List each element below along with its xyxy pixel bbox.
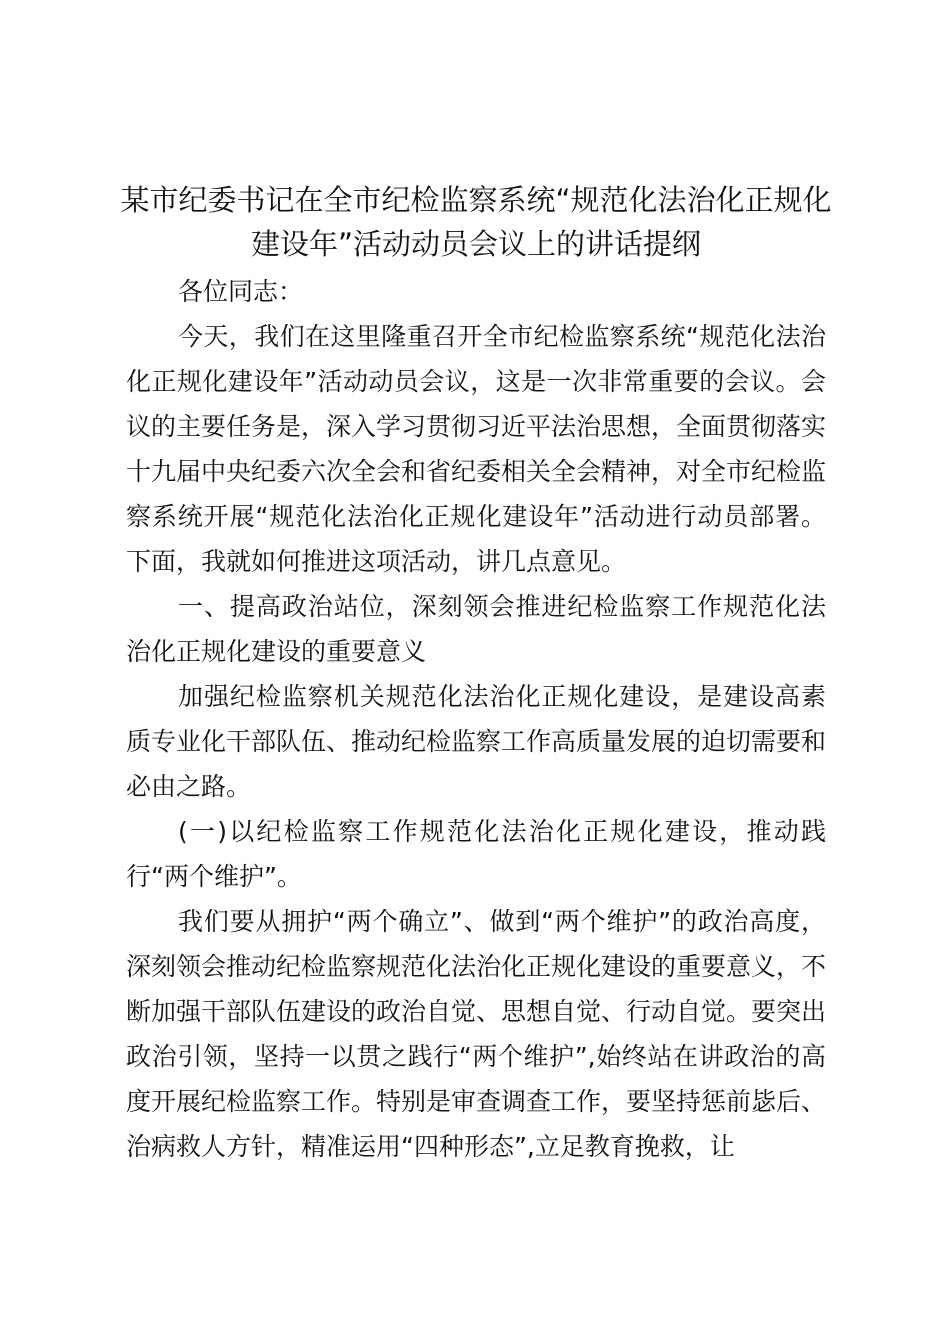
title-line-2: 建设年”活动动员会议上的讲话提纲 [250, 227, 702, 261]
document-title [116, 178, 836, 266]
paragraph-subsection-1: 我们要从拥护“两个确立”、做到“两个维护”的政治高度，深刻领会推动纪检监察规范化法治化正规化建设的重要意义，不断加强干部队伍建设的政治自觉、思想自觉、行动自觉。要突出政治引领，坚持一以贯之践行“两个维护”,始终站在讲政治的高度开展纪检监察工作。特别是审查调查工作，要坚持惩前毖后、治病救人方针，精准运用“四种形态”,立足教育挽救，让 [126, 907, 827, 1161]
salutation: 各位同志： [178, 277, 304, 306]
subsection-heading-1: (一)以纪检监察工作规范化法治化正规化建设，推动践行“两个维护”。 [126, 817, 826, 891]
section-heading-1: 一、提高政治站位，深刻领会推进纪检监察工作规范化法治化正规化建设的重要意义 [126, 592, 826, 666]
title-line-1: 某市纪委书记在全市纪检监察系统“规范化法治化正规化 [120, 183, 832, 217]
document-body [120, 178, 832, 1169]
paragraph-section-1-intro: 加强纪检监察机关规范化法治化正规化建设，是建设高素质专业化干部队伍、推动纪检监察工作高质量发展的迫切需要和必由之路。 [126, 682, 827, 801]
paragraph-opening: 今天，我们在这里隆重召开全市纪检监察系统“规范化法治化正规化建设年”活动动员会议，这是一次非常重要的会议。会议的主要任务是，深入学习贯彻习近平法治思想，全面贯彻落实十九届中央纪委六次全会和省纪委相关全会精神，对全市纪检监察系统开展“规范化法治化正规化建设年”活动进行动员部署。下面，我就如何推进这项活动，讲几点意见。 [126, 322, 827, 576]
